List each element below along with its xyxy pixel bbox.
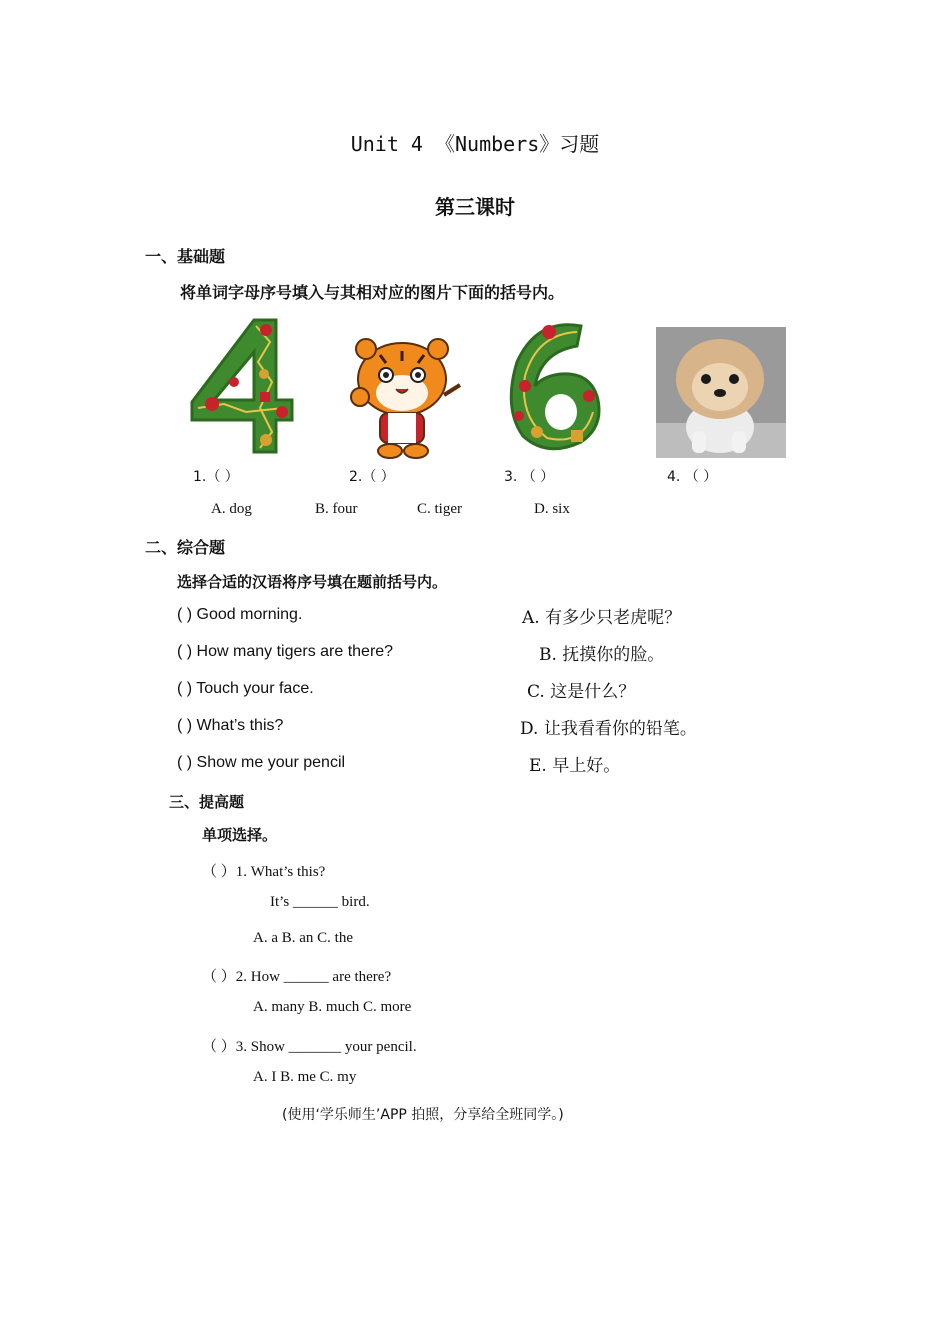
match-row-2-chinese: B. 抚摸你的脸。 [539,645,665,665]
question-1: （ ）1. What’s this? [202,864,326,880]
match-row-4-english: ( ) What’s this? [177,717,284,734]
option-d: D. six [534,501,570,517]
question-1-options: A. a B. an C. the [253,930,353,946]
question-1-sentence: It’s ______ bird. [270,894,370,910]
option-c: C. tiger [417,501,462,517]
question-2-options: A. many B. much C. more [253,999,412,1015]
option-b: B. four [315,501,358,517]
match-row-1-chinese: A. 有多少只老虎呢？ [522,608,682,628]
option-a: A. dog [211,501,252,517]
number-six-wreath-icon [497,312,613,458]
match-row-4-chinese: D. 让我看看你的铅笔。 [520,719,697,739]
section1-instruction: 将单词字母序号填入与其相对应的图片下面的括号内。 [180,283,565,302]
number-four-wreath-icon [184,312,300,458]
picture-1-caption: 1.（ ） [193,469,239,485]
section1-heading: 一、基础题 [145,247,226,266]
picture-3-caption: 3. （ ） [504,469,555,485]
question-2: （ ）2. How ______ are there? [202,969,392,985]
match-row-3-chinese: C. 这是什么？ [527,682,636,702]
picture-2-caption: 2.（ ） [349,469,395,485]
match-row-5-chinese: E. 早上好。 [529,756,621,776]
page-title: Unit 4 《Numbers》习题 [350,132,600,156]
question-3: （ ）3. Show _______ your pencil. [202,1039,417,1055]
match-row-1-english: ( ) Good morning. [177,606,303,623]
picture-4-caption: 4. （ ） [667,469,718,485]
section2-heading: 二、综合题 [145,538,226,557]
tiger-cartoon-icon [340,337,466,459]
puppy-dog-photo [656,327,786,458]
match-row-5-english: ( ) Show me your pencil [177,754,346,771]
section3-heading: 三、提高题 [169,793,245,811]
match-row-2-english: ( ) How many tigers are there? [177,643,394,660]
section2-instruction: 选择合适的汉语将序号填在题前括号内。 [177,573,448,591]
footer-note: (使用‘学乐师生’APP 拍照，分享给全班同学。) [282,1107,564,1123]
section3-instruction: 单项选择。 [202,826,278,844]
match-row-3-english: ( ) Touch your face. [177,680,314,697]
question-3-options: A. I B. me C. my [253,1069,357,1085]
page-subtitle: 第三课时 [435,195,515,219]
